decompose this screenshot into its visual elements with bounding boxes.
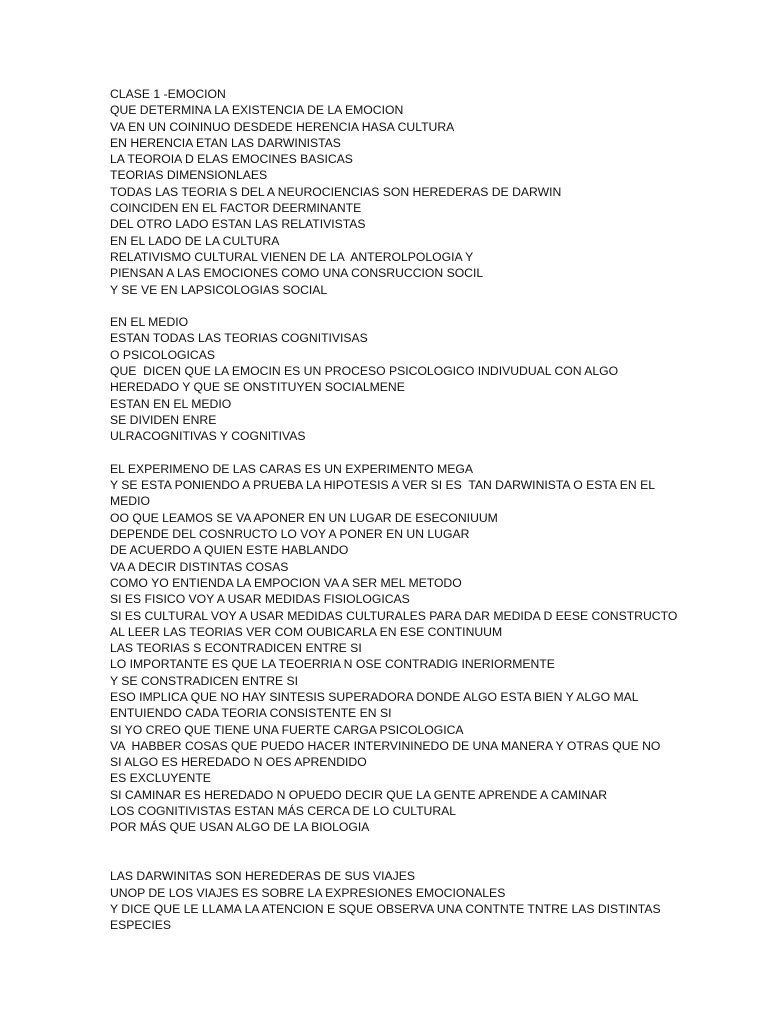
text-line: Y SE ESTA PONIENDO A PRUEBA LA HIPOTESIS A VER SI ES TAN DARWINISTA O ESTA EN EL: [110, 478, 655, 493]
text-line: LO IMPORTANTE ES QUE LA TEOERRIA N OSE CONTRADIG INERIORMENTE: [110, 657, 555, 672]
paragraph-3: [110, 461, 750, 836]
text-line: Y DICE QUE LE LLAMA LA ATENCION E SQUE OBSERVA UNA CONTNTE TNTRE LAS DISTINTAS: [110, 901, 661, 916]
text-line: ES EXCLUYENTE: [110, 771, 211, 786]
text-line: PIENSAN A LAS EMOCIONES COMO UNA CONSRUCCION SOCIL: [110, 266, 484, 281]
text-line: RELATIVISMO CULTURAL VIENEN DE LA ANTEROLPOLOGIA Y: [110, 249, 474, 264]
text-line: AL LEER LAS TEORIAS VER COM OUBICARLA EN ESE CONTINUUM: [110, 624, 503, 639]
text-line: TEORIAS DIMENSIONLAES: [110, 168, 268, 183]
text-line: MEDIO: [110, 494, 150, 509]
text-line: COINCIDEN EN EL FACTOR DEERMINANTE: [110, 201, 362, 216]
text-line: O PSICOLOGICAS: [110, 347, 215, 362]
text-line: EL EXPERIMENO DE LAS CARAS ES UN EXPERIMENTO MEGA: [110, 461, 474, 476]
paragraph-4: [110, 868, 750, 933]
text-line: ESO IMPLICA QUE NO HAY SINTESIS SUPERADORA DONDE ALGO ESTA BIEN Y ALGO MAL: [110, 689, 639, 704]
text-line: TODAS LAS TEORIA S DEL A NEUROCIENCIAS SON HEREDERAS DE DARWIN: [110, 184, 562, 199]
text-line: Y SE CONSTRADICEN ENTRE SI: [110, 673, 299, 688]
text-line: SI CAMINAR ES HEREDADO N OPUEDO DECIR QUE LA GENTE APRENDE A CAMINAR: [110, 787, 608, 802]
text-line: SI ALGO ES HEREDADO N OES APRENDIDO: [110, 755, 367, 770]
text-line: ESTAN TODAS LAS TEORIAS COGNITIVISAS: [110, 331, 368, 346]
text-line: QUE DICEN QUE LA EMOCIN ES UN PROCESO PSICOLOGICO INDIVUDUAL CON ALGO: [110, 364, 619, 379]
document-body: [110, 86, 750, 933]
text-line: QUE DETERMINA LA EXISTENCIA DE LA EMOCION: [110, 103, 404, 118]
text-line: OO QUE LEAMOS SE VA APONER EN UN LUGAR DE ESECONIUUM: [110, 510, 498, 525]
text-line: DEPENDE DEL COSNRUCTO LO VOY A PONER EN UN LUGAR: [110, 527, 470, 542]
paragraph-1: [110, 86, 750, 298]
text-line: SI YO CREO QUE TIENE UNA FUERTE CARGA PSICOLOGICA: [110, 722, 464, 737]
text-line: SI ES FISICO VOY A USAR MEDIDAS FISIOLOGICAS: [110, 592, 410, 607]
text-line: COMO YO ENTIENDA LA EMPOCION VA A SER MEL METODO: [110, 575, 462, 590]
text-line: LAS DARWINITAS SON HEREDERAS DE SUS VIAJES: [110, 869, 415, 884]
text-line: EN EL MEDIO: [110, 315, 189, 330]
text-line: LAS TEORIAS S ECONTRADICEN ENTRE SI: [110, 641, 362, 656]
text-line: LOS COGNITIVISTAS ESTAN MÁS CERCA DE LO CULTURAL: [110, 804, 457, 819]
text-line: Y SE VE EN LAPSICOLOGIAS SOCIAL: [110, 282, 328, 297]
text-line: VA HABBER COSAS QUE PUEDO HACER INTERVININEDO DE UNA MANERA Y OTRAS QUE NO: [110, 738, 661, 753]
text-line: EN EL LADO DE LA CULTURA: [110, 233, 280, 248]
text-line: ENTUIENDO CADA TEORIA CONSISTENTE EN SI: [110, 706, 392, 721]
text-line: ESPECIES: [110, 918, 171, 933]
paragraph-2: [110, 314, 750, 444]
text-line: LA TEOROIA D ELAS EMOCINES BASICAS: [110, 152, 353, 167]
text-line: VA A DECIR DISTINTAS COSAS: [110, 559, 289, 574]
text-line: CLASE 1 -EMOCION: [110, 87, 226, 101]
text-line: SI ES CULTURAL VOY A USAR MEDIDAS CULTURALES PARA DAR MEDIDA D EESE CONSTRUCTO: [110, 608, 678, 623]
text-line: DE ACUERDO A QUIEN ESTE HABLANDO: [110, 543, 349, 558]
text-line: EN HERENCIA ETAN LAS DARWINISTAS: [110, 135, 341, 150]
text-line: HEREDADO Y QUE SE ONSTITUYEN SOCIALMENE: [110, 380, 405, 395]
text-line: SE DIVIDEN ENRE: [110, 412, 217, 427]
text-line: UNOP DE LOS VIAJES ES SOBRE LA EXPRESIONES EMOCIONALES: [110, 885, 506, 900]
text-line: VA EN UN COININUO DESDEDE HERENCIA HASA CULTURA: [110, 119, 455, 134]
text-line: ULRACOGNITIVAS Y COGNITIVAS: [110, 429, 306, 444]
text-line: ESTAN EN EL MEDIO: [110, 396, 232, 411]
text-line: DEL OTRO LADO ESTAN LAS RELATIVISTAS: [110, 217, 366, 232]
text-line: POR MÁS QUE USAN ALGO DE LA BIOLOGIA: [110, 820, 370, 835]
